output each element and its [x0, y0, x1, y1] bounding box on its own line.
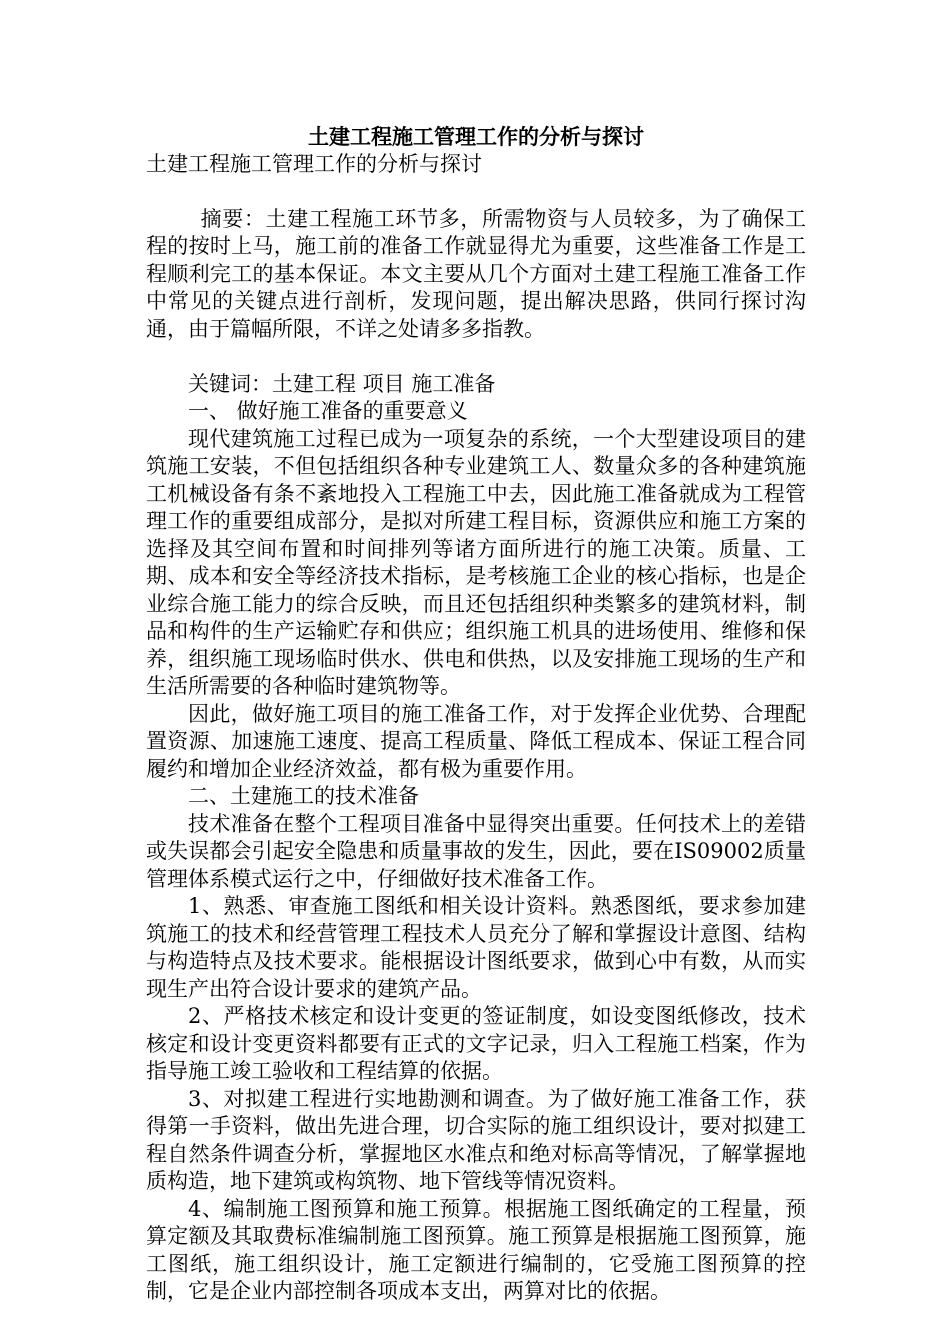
document-subtitle: 土建工程施工管理工作的分析与探讨 [146, 151, 482, 176]
section-2-paragraph: 2、严格技术核定和设计变更的签证制度，如设变图纸修改，技术核定和设计变更资料都要有正式的文字记录，归入工程施工档案，作为指导施工竣工验收和工程结算的依据。 [146, 1004, 806, 1083]
abstract-paragraph: 摘要：土建工程施工环节多，所需物资与人员较多，为了确保工程的按时上马，施工前的准备工作就显得尤为重要，这些准备工作是工程顺利完工的基本保证。本文主要从几个方面对土建工程施工准备工作中常见的关键点进行剖析，发现问题，提出解决思路，供同行探讨沟通，由于篇幅所限，不详之处请多多指教。 [146, 206, 806, 341]
section-1-heading: 一、 做好施工准备的重要意义 [188, 399, 468, 423]
section-2-heading: 二、土建施工的技术准备 [188, 784, 419, 808]
keywords-line: 关键词：土建工程 项目 施工准备 [188, 371, 496, 396]
section-1-paragraph: 因此，做好施工项目的施工准备工作，对于发挥企业优势、合理配置资源、加速施工速度、提高工程质量、降低工程成本、保证工程合同履约和增加企业经济效益，都有极为重要作用。 [146, 701, 806, 781]
document-title: 土建工程施工管理工作的分析与探讨 [308, 124, 644, 149]
section-2-paragraph: 技术准备在整个工程项目准备中显得突出重要。任何技术上的差错或失误都会引起安全隐患和质量事故的发生，因此，要在IS09002质量管理体系模式运行之中，仔细做好技术准备工作。 [146, 811, 806, 891]
section-1-paragraph: 现代建筑施工过程已成为一项复杂的系统，一个大型建设项目的建筑施工安装，不但包括组织各种专业建筑工人、数量众多的各种建筑施工机械设备有条不紊地投入工程施工中去，因此施工准备就成为工程管理工作的重要组成部分，是拟对所建工程目标，资源供应和施工方案的选择及其空间布置和时间排列等诸方面所进行的施工决策。质量、工期、成本和安全等经济技术指标，是考核施工企业的核心指标，也是企业综合施工能力的综合反映，而且还包括组织种类繁多的建筑材料，制品和构件的生产运输贮存和供应；组织施工机具的进场使用、维修和保养，组织施工现场临时供水、供电和供热，以及安排施工现场的生产和生活所需要的各种临时建筑物等。 [146, 426, 806, 698]
section-2-paragraph: 4、编制施工图预算和施工预算。根据施工图纸确定的工程量，预算定额及其取费标准编制施工图预算。施工预算是根据施工图预算，施工图纸，施工组织设计，施工定额进行编制的，它受施工图预算的控制，它是企业内部控制各项成本支出，两算对比的依据。 [146, 1196, 806, 1303]
document-body [146, 123, 806, 1306]
section-2-paragraph: 3、对拟建工程进行实地勘测和调查。为了做好施工准备工作，获得第一手资料，做出先进合理，切合实际的施工组织设计，要对拟建工程自然条件调查分析，掌握地区水准点和绝对标高等情况，了解掌握地质构造，地下建筑或构筑物、地下管线等情况资料。 [146, 1086, 806, 1193]
section-2-paragraph: 1、熟悉、审查施工图纸和相关设计资料。熟悉图纸，要求参加建筑施工的技术和经营管理工程技术人员充分了解和掌握设计意图、结构与构造特点及技术要求。能根据设计图纸要求，做到心中有数，从而实现生产出符合设计要求的建筑产品。 [146, 894, 806, 1001]
